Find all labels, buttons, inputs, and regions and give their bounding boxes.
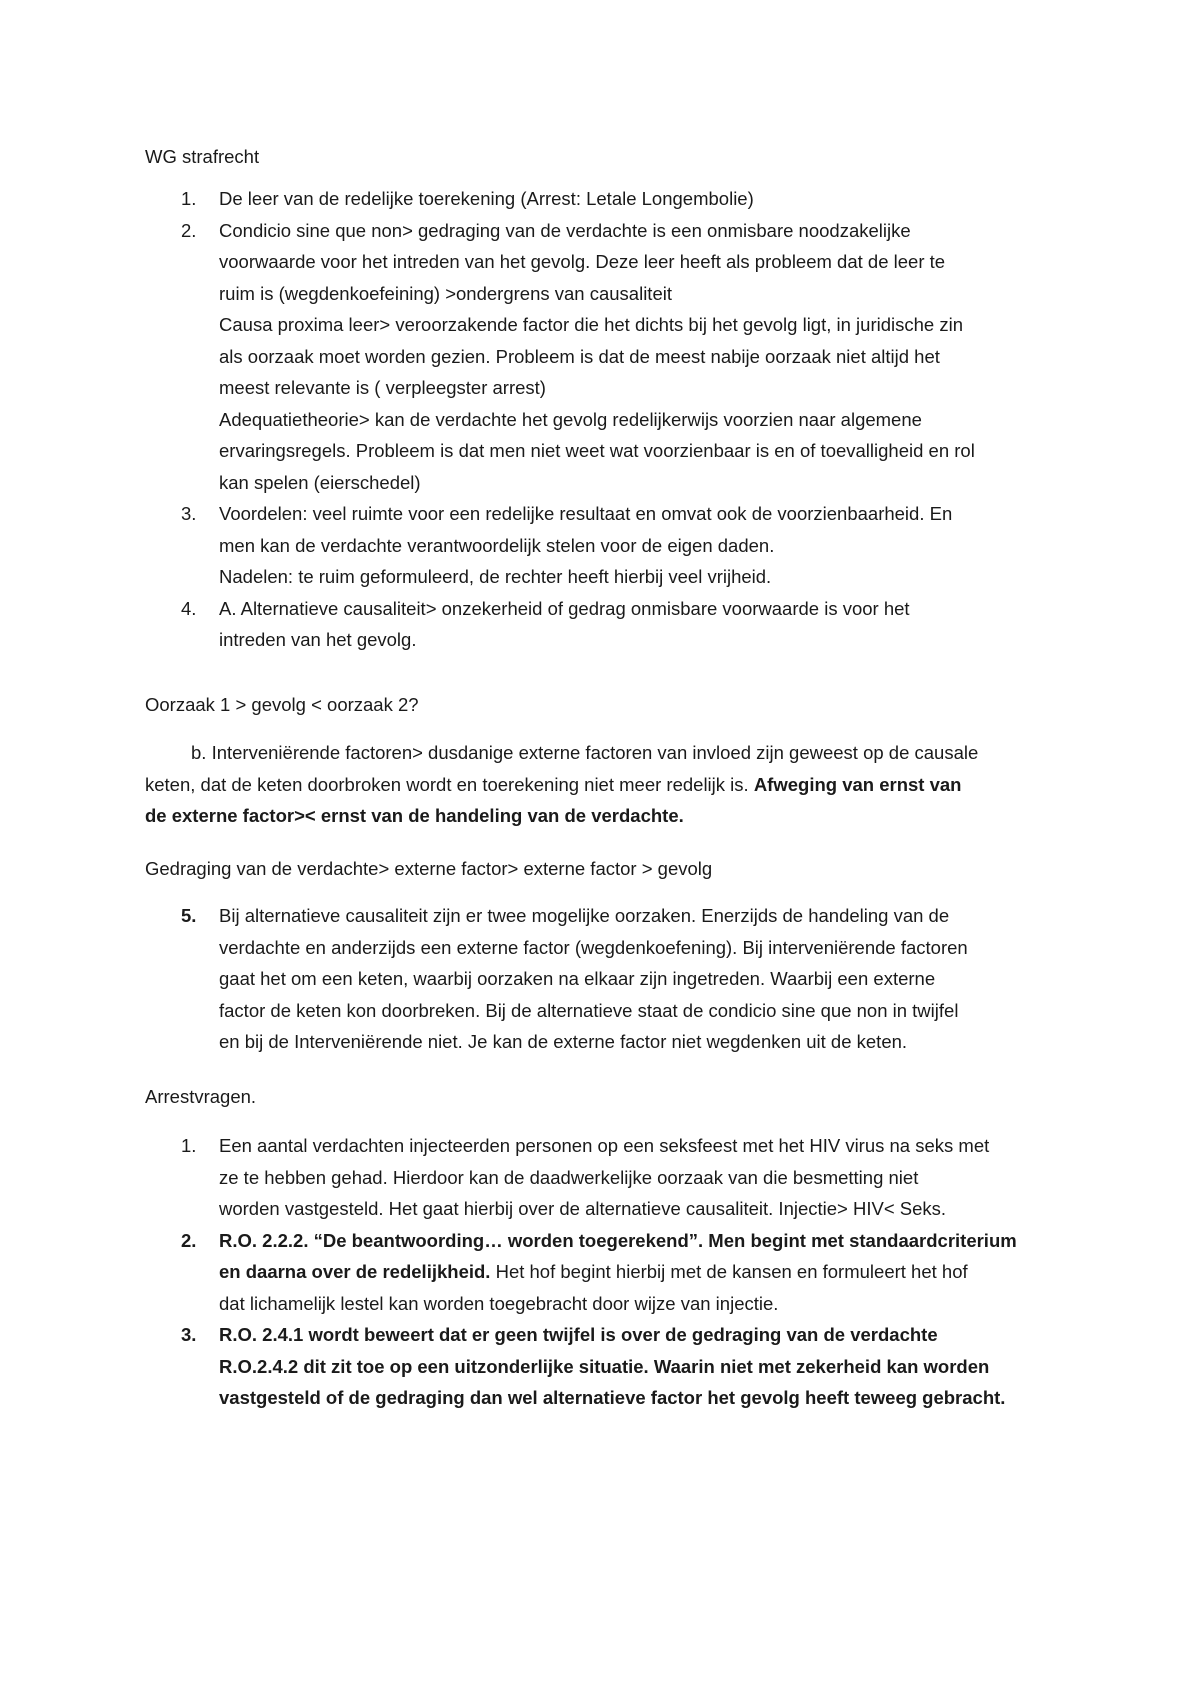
list-bold-line: R.O.2.4.2 dit zit toe op een uitzonderlijke situatie. Waarin niet met zekerheid kan worden	[219, 1355, 990, 1377]
document-title: WG strafrecht	[145, 146, 260, 167]
list-text-line: en bij de Interveniërende niet. Je kan de externe factor niet wegdenken uit de keten.	[219, 1031, 908, 1052]
list-text-line: meest relevante is ( verpleegster arrest)	[219, 377, 546, 398]
gedraging-line: Gedraging van de verdachte> externe factor> externe factor > gevolg	[145, 858, 713, 879]
list-text-line: worden vastgesteld. Het gaat hierbij over de alternatieve causaliteit. Injectie> HIV< Seks.	[219, 1198, 947, 1219]
question-list	[0, 183, 1069, 656]
list-bold-line: vastgesteld of de gedraging dan wel alternatieve factor het gevolg heeft teweeg gebracht.	[219, 1387, 1006, 1408]
list-text-line: De leer van de redelijke toerekening (Arrest: Letale Longembolie)	[219, 188, 754, 209]
list-text-line: als oorzaak moet worden gezien. Probleem is dat de meest nabije oorzaak niet altijd het	[219, 345, 940, 367]
list-text-line: Bij alternatieve causaliteit zijn er twee mogelijke oorzaken. Enerzijds de handeling van de	[219, 905, 950, 926]
list-text-line: dat lichamelijk lestel kan worden toegebracht door wijze van injectie.	[219, 1292, 779, 1314]
interv-line	[145, 737, 978, 769]
list-text-line: gaat het om een keten, waarbij oorzaken na elkaar zijn ingetreden. Waarbij een externe	[219, 968, 936, 989]
list-text-line: voorwaarde voor het intreden van het gevolg. Deze leer heeft als probleem dat de leer te	[219, 251, 946, 272]
list-item	[0, 498, 1069, 593]
list-text-line: verdachte en anderzijds een externe factor (wegdenkoefening). Bij interveniërende factoren	[219, 936, 968, 958]
list-text-line: Causa proxima leer> veroorzakende factor die het dichts bij het gevolg ligt, in juridische zin	[219, 314, 963, 335]
list-text-line	[219, 1256, 1069, 1288]
list-bold-line: R.O. 2.4.1 wordt beweert dat er geen twijfel is over de gedraging van de verdachte	[219, 1324, 938, 1345]
oorzaak-line: Oorzaak 1 > gevolg < oorzaak 2?	[145, 694, 419, 715]
list-bold-line: R.O. 2.2.2. “De beantwoording… worden toegerekend”. Men begint met standaardcriterium	[219, 1229, 1017, 1251]
list-number: 2.	[181, 219, 197, 241]
list-text-line: ruim is (wegdenkoefeining) >ondergrens van causaliteit	[219, 282, 672, 304]
list-text-line: intreden van het gevolg.	[219, 629, 417, 650]
list-item	[0, 593, 1069, 656]
question-list-continued	[0, 900, 1069, 1058]
list-text-line: ze te hebben gehad. Hierdoor kan de daadwerkelijke oorzaak van die besmetting niet	[219, 1166, 919, 1188]
list-item	[0, 215, 1069, 499]
interv-bold-line: de externe factor>< ernst van de handeling van de verdachte.	[145, 805, 684, 826]
interv-text: b. Interveniërende factoren> dusdanige externe factoren van invloed zijn geweest op de causale	[191, 742, 979, 763]
arrest-question-list	[0, 1130, 1069, 1414]
list-normal-text: Het hof begint hierbij met de kansen en formuleert het hof	[490, 1261, 968, 1282]
list-bold-text: en daarna over de redelijkheid.	[219, 1261, 491, 1282]
list-text-line: men kan de verdachte verantwoordelijk stelen voor de eigen daden.	[219, 534, 775, 556]
list-text-line: Nadelen: te ruim geformuleerd, de rechter heeft hierbij veel vrijheid.	[219, 566, 772, 587]
interv-line	[145, 769, 978, 801]
list-item	[0, 1319, 1069, 1414]
interv-text: keten, dat de keten doorbroken wordt en toerekening niet meer redelijk is.	[145, 773, 754, 795]
list-text-line: Condicio sine que non> gedraging van de verdachte is een onmisbare noodzakelijke	[219, 219, 911, 241]
interv-bold-text: Afweging van ernst van	[753, 773, 962, 795]
list-item	[0, 1130, 1069, 1225]
list-number: 3.	[181, 1324, 197, 1345]
list-number: 5.	[181, 905, 197, 926]
list-text-line: kan spelen (eierschedel)	[219, 471, 421, 493]
list-text-line: Adequatietheorie> kan de verdachte het gevolg redelijkerwijs voorzien naar algemene	[219, 408, 922, 430]
interveniërende-paragraph	[145, 737, 978, 832]
list-number: 1.	[181, 188, 197, 209]
list-number: 1.	[181, 1135, 197, 1156]
list-number: 3.	[181, 503, 197, 524]
list-number: 4.	[181, 597, 197, 619]
arrest-heading: Arrestvragen.	[145, 1086, 257, 1107]
list-text-line: A. Alternatieve causaliteit> onzekerheid of gedrag onmisbare voorwaarde is voor het	[219, 597, 910, 619]
list-item	[0, 900, 1069, 1058]
list-item	[0, 1225, 1069, 1320]
list-item	[0, 183, 1069, 215]
list-text-line: ervaringsregels. Probleem is dat men niet weet wat voorzienbaar is en of toevalligheid en rol	[219, 440, 975, 461]
list-text-line: factor de keten kon doorbreken. Bij de alternatieve staat de condicio sine que non in twijfel	[219, 999, 959, 1021]
list-number: 2.	[181, 1229, 197, 1251]
list-text-line: Een aantal verdachten injecteerden personen op een seksfeest met het HIV virus na seks met	[219, 1135, 990, 1156]
list-text-line: Voordelen: veel ruimte voor een redelijke resultaat en omvat ook de voorzienbaarheid. En	[219, 503, 953, 524]
